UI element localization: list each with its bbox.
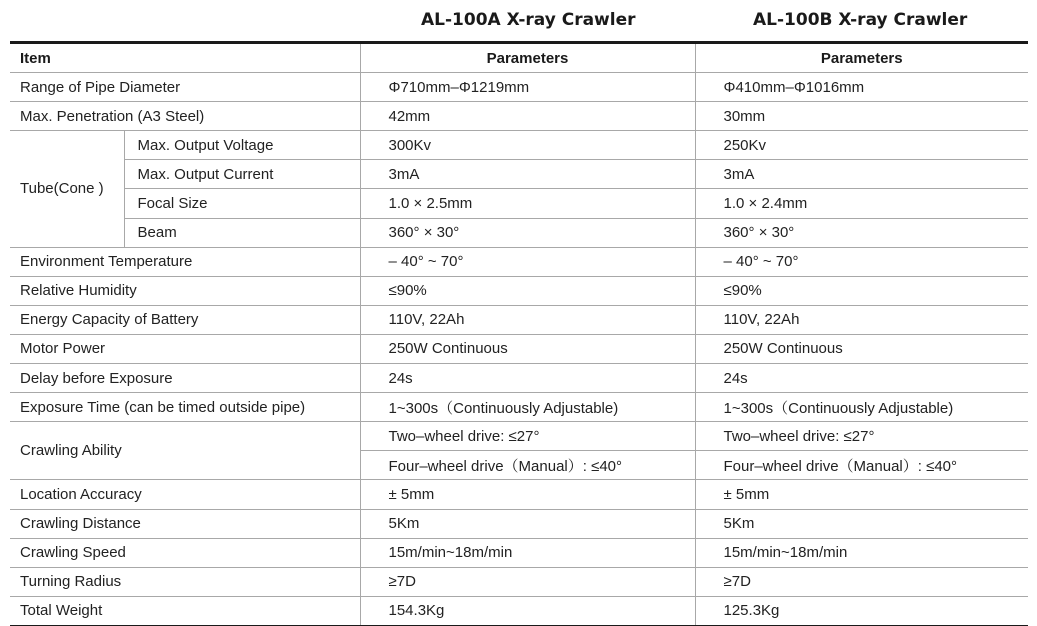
table-row	[10, 596, 1028, 625]
value-b: 110V, 22Ah	[695, 305, 1028, 334]
parameters-header-b: Parameters	[695, 43, 1028, 73]
row-label: Range of Pipe Diameter	[10, 73, 360, 102]
table-row	[10, 247, 1028, 276]
table-row	[10, 218, 1028, 247]
model-titles	[0, 0, 1037, 40]
row-label: Motor Power	[10, 334, 360, 363]
table-row	[10, 160, 1028, 189]
value-a: Four–wheel drive（Manual）: ≤40°	[360, 451, 695, 480]
value-a: 154.3Kg	[360, 596, 695, 625]
value-b: 5Km	[695, 509, 1028, 538]
value-a: 24s	[360, 364, 695, 393]
table-row	[10, 102, 1028, 131]
value-b: Two–wheel drive: ≤27°	[695, 422, 1028, 451]
row-label: Energy Capacity of Battery	[10, 305, 360, 334]
table-row	[10, 538, 1028, 567]
value-b: ≥7D	[695, 567, 1028, 596]
table-row	[10, 480, 1028, 509]
row-label: Crawling Distance	[10, 509, 360, 538]
value-a: 5Km	[360, 509, 695, 538]
sub-row-label: Focal Size	[124, 189, 360, 218]
table-row	[10, 422, 1028, 451]
value-b: 3mA	[695, 160, 1028, 189]
value-b: – 40° ~ 70°	[695, 247, 1028, 276]
value-b: 250Kv	[695, 131, 1028, 160]
value-b: 1.0 × 2.4mm	[695, 189, 1028, 218]
value-b: Φ410mm–Φ1016mm	[695, 73, 1028, 102]
header-row	[10, 43, 1028, 73]
row-label: Turning Radius	[10, 567, 360, 596]
value-a: – 40° ~ 70°	[360, 247, 695, 276]
row-label: Relative Humidity	[10, 276, 360, 305]
table-row	[10, 567, 1028, 596]
parameters-header-a: Parameters	[360, 43, 695, 73]
value-a: Φ710mm–Φ1219mm	[360, 73, 695, 102]
value-a: 110V, 22Ah	[360, 305, 695, 334]
item-header: Item	[10, 43, 360, 73]
value-b: ± 5mm	[695, 480, 1028, 509]
sub-row-label: Beam	[124, 218, 360, 247]
row-label: Location Accuracy	[10, 480, 360, 509]
row-label: Max. Penetration (A3 Steel)	[10, 102, 360, 131]
table-row	[10, 189, 1028, 218]
tube-group-label: Tube(Cone )	[10, 131, 124, 247]
value-a: 1~300s（Continuously Adjustable)	[360, 393, 695, 422]
value-b: 1~300s（Continuously Adjustable)	[695, 393, 1028, 422]
table-row	[10, 393, 1028, 422]
value-a: 360° × 30°	[360, 218, 695, 247]
value-a: 15m/min~18m/min	[360, 538, 695, 567]
value-b: Four–wheel drive（Manual）: ≤40°	[695, 451, 1028, 480]
value-b: 360° × 30°	[695, 218, 1028, 247]
model-a-title: AL-100A X-ray Crawler	[421, 10, 636, 30]
value-a: 3mA	[360, 160, 695, 189]
row-label: Exposure Time (can be timed outside pipe)	[10, 393, 360, 422]
table-row	[10, 73, 1028, 102]
table-row	[10, 334, 1028, 363]
spec-table	[10, 41, 1028, 626]
value-b: 250W Continuous	[695, 334, 1028, 363]
value-a: 300Kv	[360, 131, 695, 160]
row-label: Crawling Ability	[10, 422, 360, 480]
value-a: Two–wheel drive: ≤27°	[360, 422, 695, 451]
value-a: ≤90%	[360, 276, 695, 305]
value-a: 42mm	[360, 102, 695, 131]
value-a: 1.0 × 2.5mm	[360, 189, 695, 218]
row-label: Crawling Speed	[10, 538, 360, 567]
sub-row-label: Max. Output Voltage	[124, 131, 360, 160]
value-a: ± 5mm	[360, 480, 695, 509]
table-row	[10, 305, 1028, 334]
sub-row-label: Max. Output Current	[124, 160, 360, 189]
value-b: 30mm	[695, 102, 1028, 131]
value-a: 250W Continuous	[360, 334, 695, 363]
table-row	[10, 364, 1028, 393]
model-b-title: AL-100B X-ray Crawler	[753, 10, 968, 30]
row-label: Total Weight	[10, 596, 360, 625]
table-row	[10, 509, 1028, 538]
value-b: 24s	[695, 364, 1028, 393]
value-b: ≤90%	[695, 276, 1028, 305]
table-row	[10, 276, 1028, 305]
table-row	[10, 131, 1028, 160]
row-label: Delay before Exposure	[10, 364, 360, 393]
row-label: Environment Temperature	[10, 247, 360, 276]
value-b: 125.3Kg	[695, 596, 1028, 625]
value-a: ≥7D	[360, 567, 695, 596]
value-b: 15m/min~18m/min	[695, 538, 1028, 567]
